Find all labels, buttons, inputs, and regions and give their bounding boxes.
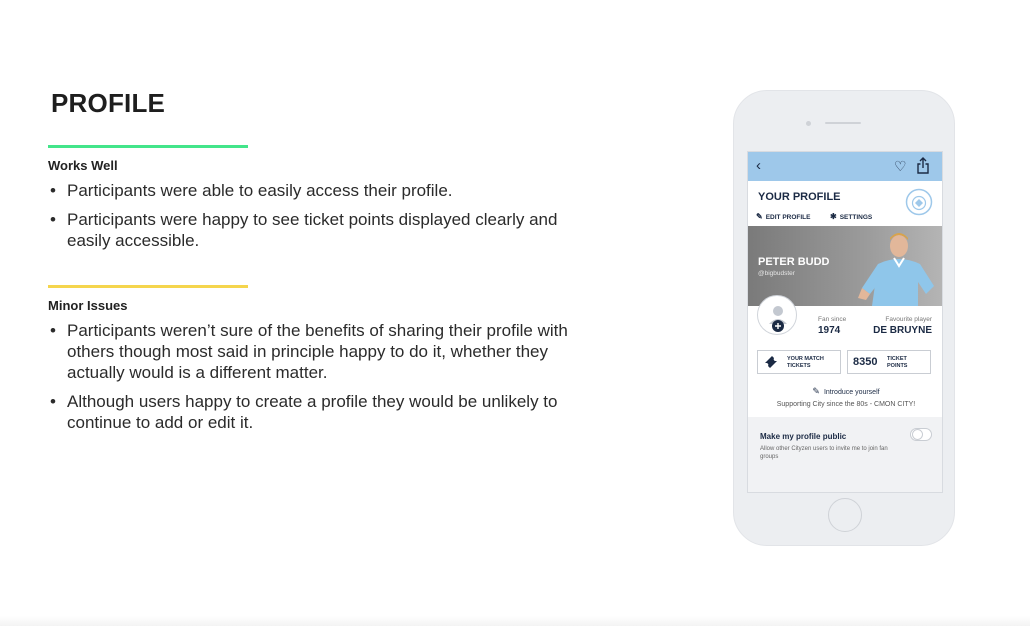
speaker-slot xyxy=(825,122,861,124)
minor-issues-rule xyxy=(48,285,248,288)
heart-icon[interactable]: ♡ xyxy=(894,158,907,174)
profile-screen xyxy=(747,151,943,493)
avatar[interactable] xyxy=(757,295,797,335)
profile-handle: @bigbudster xyxy=(758,270,795,277)
list-item: • Participants weren’t sure of the benefits of sharing their profile with others though most said in principle happy to do it, whether they actually would is a different matter. xyxy=(48,320,568,383)
top-navbar xyxy=(748,152,943,181)
public-profile-panel xyxy=(748,417,943,493)
report-panel xyxy=(48,88,568,441)
user-silhouette-icon xyxy=(758,296,798,336)
gear-icon: ✱ xyxy=(830,212,837,221)
chevron-left-icon[interactable]: ‹ xyxy=(756,157,761,174)
profile-name: PETER BUDD xyxy=(758,256,830,268)
list-item: • Although users happy to create a profile they would be unlikely to continue to add or edit it. xyxy=(48,391,568,433)
fan-since-value: 1974 xyxy=(818,325,841,336)
phone-mockup xyxy=(733,90,955,546)
minor-issues-list xyxy=(48,320,568,433)
works-well-heading: Works Well xyxy=(48,158,118,173)
share-icon[interactable] xyxy=(916,157,930,175)
ticket-points-value: 8350 xyxy=(853,356,878,368)
report-title: PROFILE xyxy=(51,88,166,118)
page-title: YOUR PROFILE xyxy=(758,191,841,203)
toggle-knob xyxy=(912,429,923,440)
list-item: • Participants were able to easily access their profile. xyxy=(48,180,568,201)
club-crest-logo xyxy=(905,188,933,216)
edit-profile-label: EDIT PROFILE xyxy=(765,214,811,221)
settings-label: SETTINGS xyxy=(839,214,873,221)
works-well-list xyxy=(48,180,568,251)
public-profile-title: Make my profile public xyxy=(760,432,847,441)
match-tickets-label: YOUR MATCH TICKETS xyxy=(787,356,824,369)
introduce-yourself-label: Introduce yourself xyxy=(823,389,880,396)
minor-issues-heading: Minor Issues xyxy=(48,298,128,313)
favourite-player-value: DE BRUYNE xyxy=(873,325,932,336)
list-item: • Participants were happy to see ticket points displayed clearly and easily accessible. xyxy=(48,209,568,251)
ticket-points-label: TICKET POINTS xyxy=(887,356,908,369)
fan-since-label: Fan since xyxy=(818,316,847,323)
camera-dot xyxy=(806,121,811,126)
pencil-icon: ✎ xyxy=(812,386,820,396)
home-button[interactable] xyxy=(828,498,862,532)
match-tickets-button[interactable] xyxy=(757,350,841,374)
page-footer-edge xyxy=(0,616,1030,626)
favourite-player-label: Favourite player xyxy=(885,316,932,323)
public-profile-toggle[interactable] xyxy=(910,428,932,441)
ticket-icon xyxy=(763,355,779,369)
settings-link[interactable] xyxy=(830,212,872,221)
works-well-rule xyxy=(48,145,248,148)
profile-bio: Supporting City since the 80s - CMON CITY! xyxy=(776,401,916,408)
player-photo xyxy=(854,226,943,306)
pencil-icon: ✎ xyxy=(756,212,763,221)
ticket-points-button[interactable] xyxy=(847,350,931,374)
introduce-yourself-link[interactable] xyxy=(748,386,943,397)
edit-profile-link[interactable] xyxy=(756,212,810,221)
public-profile-description: Allow other Cityzen users to invite me to join fan groups xyxy=(760,446,888,460)
profile-hero-banner xyxy=(748,226,943,306)
